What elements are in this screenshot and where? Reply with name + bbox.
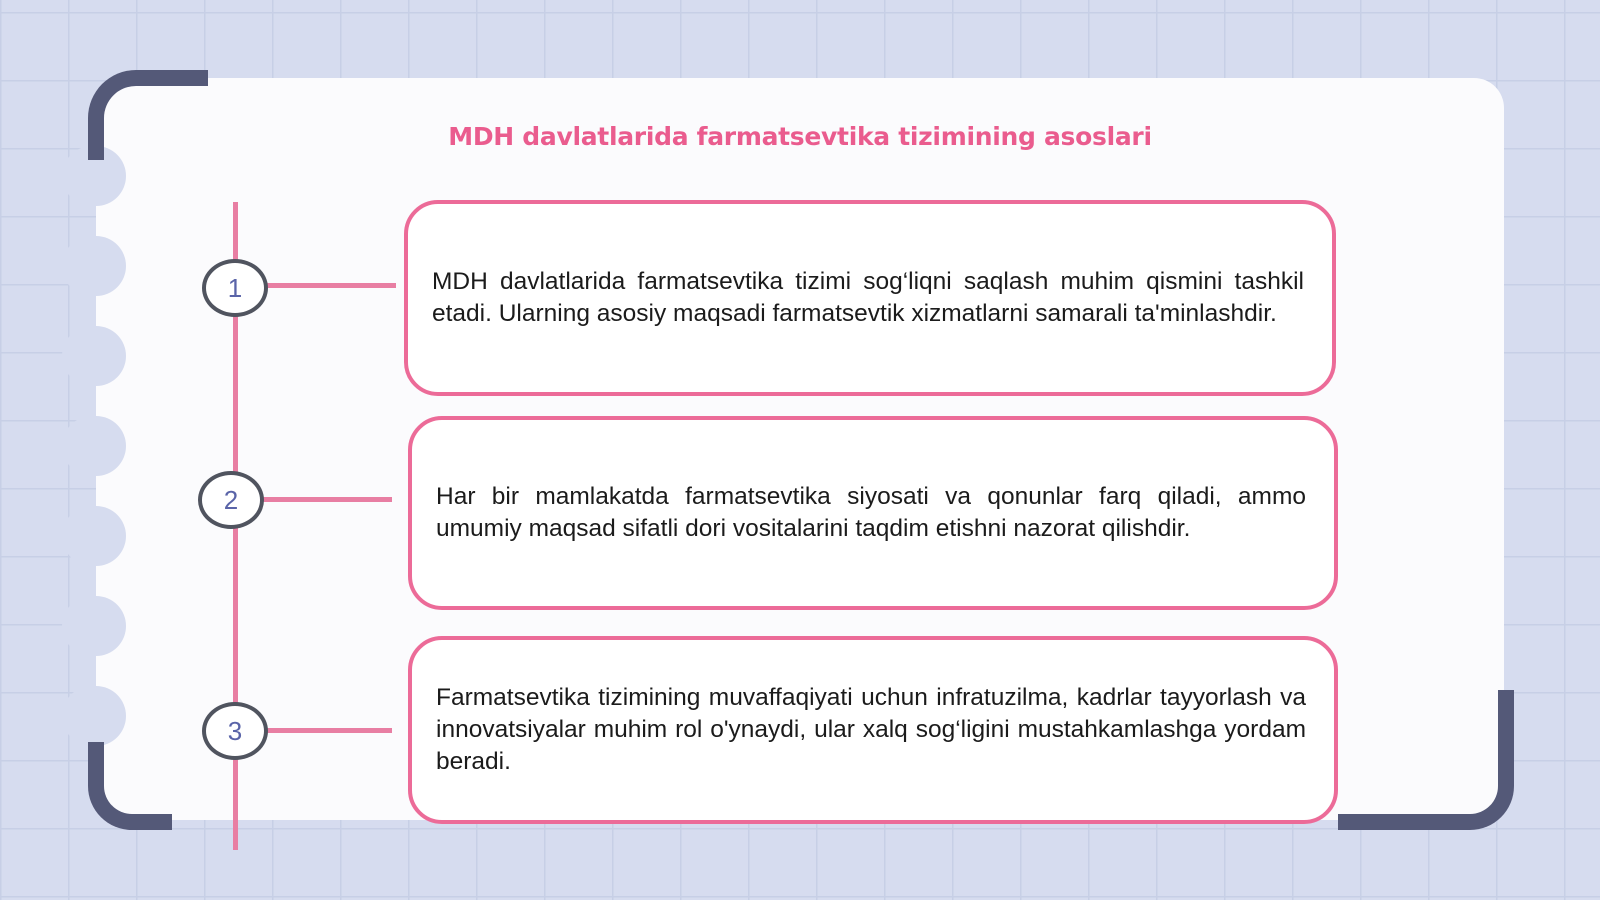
corner-bracket-bottom-left [88, 742, 172, 830]
corner-bracket-top-left [88, 70, 208, 160]
timeline-card [404, 200, 1336, 396]
timeline-connector [266, 728, 392, 733]
step-number-circle [202, 259, 268, 317]
slide-title: MDH davlatlarida farmatsevtika tizimining asoslari [448, 122, 1152, 151]
binder-hole [62, 416, 126, 476]
step-number-circle [202, 702, 268, 760]
step-number: 1 [227, 272, 243, 303]
binder-hole [62, 506, 126, 566]
timeline-card-text: Farmatsevtika tizimining muvaffaqiyati uchun infratuzilma, kadrlar tayyorlash va innovatsiyalar muhim rol o'ynaydi, ular xalq sog‘ligini mustahkamlashga yordam beradi. [436, 684, 1306, 775]
timeline-connector [266, 283, 396, 288]
binder-hole [62, 596, 126, 656]
binder-hole [62, 326, 126, 386]
timeline-card-text: Har bir mamlakatda farmatsevtika siyosati va qonunlar farq qiladi, ammo umumiy maqsad sifatli dori vositalarini taqdim etishni nazorat qilishdir. [436, 483, 1306, 542]
binder-hole [62, 686, 126, 746]
step-number: 3 [227, 715, 243, 746]
binder-hole [62, 236, 126, 296]
corner-bracket-bottom-right [1338, 690, 1514, 830]
step-number: 2 [223, 484, 239, 515]
timeline-card [408, 416, 1338, 610]
timeline-card [408, 636, 1338, 824]
timeline-card-text: MDH davlatlarida farmatsevtika tizimi sog‘liqni saqlash muhim qismini tashkil etadi. Ularning asosiy maqsadi farmatsevtik xizmatlarni samarali ta'minlashdir. [432, 268, 1304, 327]
timeline-connector [262, 497, 392, 502]
step-number-circle [198, 471, 264, 529]
